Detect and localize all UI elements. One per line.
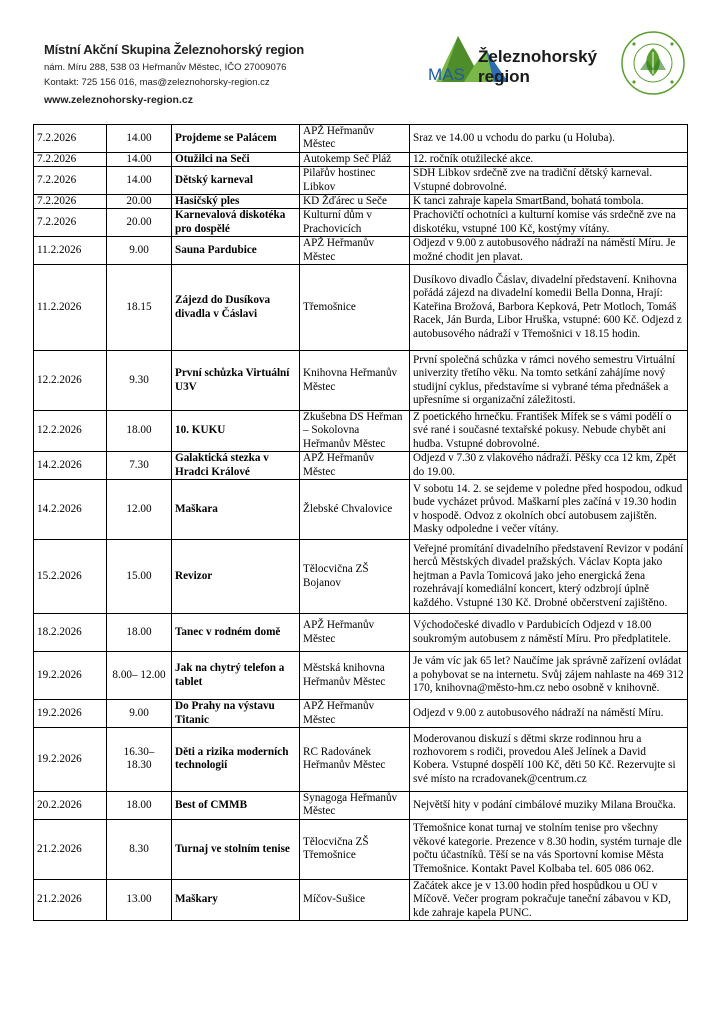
table-row [34, 125, 688, 153]
event-description: Veřejné promítání divadelního představení Revizor v podání herců Městských divadel pražských. Václav Kopta jako hejtman a Pavla Tomicová jako jeho energická žena rozehrávají komediální koncert, který odzbrojí úplně každého. Vstupné 130 Kč. Drobné občerstvení zajištěno. [410, 540, 688, 614]
event-date: 14.2.2026 [34, 452, 107, 480]
event-place: Tělocvična ZŠ Třemošnice [300, 819, 410, 879]
event-description: Sraz ve 14.00 u vchodu do parku (u Holuba). [410, 125, 688, 153]
event-description: Odjezd v 9.00 z autobusového nádraží na náměstí Míru. [410, 700, 688, 728]
letterhead [0, 0, 725, 118]
event-title: Zájezd do Dusíkova divadla v Čáslavi [172, 265, 300, 351]
table-row [34, 209, 688, 237]
event-date: 21.2.2026 [34, 879, 107, 920]
event-place: APŽ Heřmanův Městec [300, 700, 410, 728]
event-description: Začátek akce je v 13.00 hodin před hospůdkou u OÚ v Míčově. Večer program pokračuje taneční zábavou v KD, kde zahraje kapela PUNC. [410, 879, 688, 920]
event-place: Třemošnice [300, 265, 410, 351]
event-time: 18.00 [107, 614, 172, 652]
event-description: Odjezd v 9.00 z autobusového nádraží na náměstí Míru. Je možné chodit jen plavat. [410, 237, 688, 265]
event-title: Projdeme se Palácem [172, 125, 300, 153]
table-row [34, 540, 688, 614]
table-row [34, 152, 688, 166]
event-date: 7.2.2026 [34, 125, 107, 153]
event-date: 15.2.2026 [34, 540, 107, 614]
event-time: 9.30 [107, 351, 172, 411]
event-title: První schůzka Virtuální U3V [172, 351, 300, 411]
table-row [34, 167, 688, 195]
event-time: 14.00 [107, 125, 172, 153]
event-date: 7.2.2026 [34, 195, 107, 209]
event-date: 12.2.2026 [34, 351, 107, 411]
organization-website[interactable]: www.zeleznohorsky-region.cz [44, 94, 193, 106]
event-title: Galaktická stezka v Hradci Králové [172, 452, 300, 480]
event-title: Tanec v rodném domě [172, 614, 300, 652]
event-description: Prachovičtí ochotníci a kulturní komise vás srdečně zve na diskotéku, vstupné 100 Kč, kostýmy vítány. [410, 209, 688, 237]
event-date: 19.2.2026 [34, 652, 107, 700]
regional-product-seal [620, 30, 686, 96]
event-place: APŽ Heřmanův Městec [300, 125, 410, 153]
organization-name: Místní Akční Skupina Železnohorský region [44, 42, 305, 57]
event-description: Východočeské divadlo v Pardubicích Odjezd v 18.00 soukromým autobusem z náměstí Míru. Pro předplatitele. [410, 614, 688, 652]
event-title: Do Prahy na výstavu Titanic [172, 700, 300, 728]
event-place: KD Žďárec u Seče [300, 195, 410, 209]
event-title: Děti a rizika moderních technologií [172, 727, 300, 791]
event-description: Třemošnice konat turnaj ve stolním tenise pro všechny věkové kategorie. Prezence v 8.30 hodin, systém turnaje dle počtu účastníků. Těší se na vás Sportovní komise Města Třemošnice. Kontakt Pavel Kolbaba tel. 605 086 062. [410, 819, 688, 879]
event-time: 20.00 [107, 209, 172, 237]
logo-region-line2: region [478, 67, 530, 86]
event-date: 7.2.2026 [34, 209, 107, 237]
table-row [34, 351, 688, 411]
event-time: 15.00 [107, 540, 172, 614]
event-place: Míčov-Sušice [300, 879, 410, 920]
event-title: 10. KUKU [172, 411, 300, 452]
event-description: 12. ročník otužilecké akce. [410, 152, 688, 166]
event-time: 18.00 [107, 411, 172, 452]
event-date: 12.2.2026 [34, 411, 107, 452]
event-place: Knihovna Heřmanův Městec [300, 351, 410, 411]
event-description: Největší hity v podání cimbálové muziky Milana Broučka. [410, 791, 688, 819]
event-time: 14.00 [107, 152, 172, 166]
table-row [34, 819, 688, 879]
table-row [34, 727, 688, 791]
event-date: 11.2.2026 [34, 265, 107, 351]
table-row [34, 195, 688, 209]
event-time: 16.30– 18.30 [107, 727, 172, 791]
event-place: Městská knihovna Heřmanův Městec [300, 652, 410, 700]
event-title: Jak na chytrý telefon a tablet [172, 652, 300, 700]
event-time: 7.30 [107, 452, 172, 480]
event-title: Best of CMMB [172, 791, 300, 819]
event-time: 9.00 [107, 700, 172, 728]
event-description: Z poetického hrnečku. František Mífek se s vámi podělí o své rané i současné textařské pokusy. Nebude chybět ani hudba. Vstupné dobrovolné. [410, 411, 688, 452]
event-description: SDH Libkov srdečně zve na tradiční dětský karneval. Vstupné dobrovolné. [410, 167, 688, 195]
event-place: Kulturní dům v Prachovicích [300, 209, 410, 237]
events-table [33, 124, 688, 921]
event-time: 18.15 [107, 265, 172, 351]
event-time: 8.30 [107, 819, 172, 879]
event-date: 19.2.2026 [34, 727, 107, 791]
event-description: První společná schůzka v rámci nového semestru Virtuální univerzity třetího věku. Na tomto setkání zahájíme nový studijní cyklus, představíme si vybrané téma přednášek a upřesníme si organizační záležitosti. [410, 351, 688, 411]
organization-contact: Kontakt: 725 156 016, mas@zeleznohorsky-region.cz [44, 77, 270, 88]
event-time: 8.00– 12.00 [107, 652, 172, 700]
event-description: Je vám víc jak 65 let? Naučíme jak správně zařízení ovládat a pohybovat se na internetu. Svůj zájem nahlaste na 469 312 170, knihovna@město-hm.cz nebo osobně v knihovně. [410, 652, 688, 700]
event-date: 19.2.2026 [34, 700, 107, 728]
event-time: 20.00 [107, 195, 172, 209]
event-place: Žlebské Chvalovice [300, 480, 410, 540]
event-description: Dusíkovo divadlo Čáslav, divadelní představení. Knihovna pořádá zájezd na divadelní komedii Bella Donna, Hrají: Kateřina Brožová, Barbora Kepková, Petr Motloch, Tomáš Racek, Ján Burda, Libor Hruška, vstupné: 600 Kč. Odjezd z autobusového nádraží v Třemošnici v 18.15 hodin. [410, 265, 688, 351]
logo-mas-text: MAS [428, 65, 465, 84]
event-place: Synagoga Heřmanův Městec [300, 791, 410, 819]
event-time: 14.00 [107, 167, 172, 195]
table-row [34, 652, 688, 700]
mas-logo [428, 30, 598, 92]
event-place: Tělocvična ZŠ Bojanov [300, 540, 410, 614]
event-title: Dětský karneval [172, 167, 300, 195]
event-date: 7.2.2026 [34, 152, 107, 166]
event-title: Turnaj ve stolním tenise [172, 819, 300, 879]
table-row [34, 791, 688, 819]
event-description: V sobotu 14. 2. se sejdeme v poledne před hospodou, odkud bude vycházet průvod. Maškarní ples začíná v 19.30 hodin v hospodě. Odvoz z okolních obcí autobusem zajištěn. Masky odpoledne i večer vítány. [410, 480, 688, 540]
event-title: Karnevalová diskotéka pro dospělé [172, 209, 300, 237]
event-place: APŽ Heřmanův Městec [300, 237, 410, 265]
event-date: 18.2.2026 [34, 614, 107, 652]
event-description: Odjezd v 7.30 z vlakového nádraží. Pěšky cca 12 km, Zpět do 19.00. [410, 452, 688, 480]
logo-region-line1: Železnohorský [478, 47, 598, 66]
event-title: Maškary [172, 879, 300, 920]
table-row [34, 879, 688, 920]
event-title: Hasičský ples [172, 195, 300, 209]
event-description: Moderovanou diskuzí s dětmi skrze rodinnou hru a rozhovorem s rodiči, provedou Aleš Jelínek a David Kobera. Vstupné dospělí 100 Kč, děti 50 Kč. Rezervujte si své místo na rcradovanek@centrum.cz [410, 727, 688, 791]
event-date: 14.2.2026 [34, 480, 107, 540]
event-time: 12.00 [107, 480, 172, 540]
table-row [34, 700, 688, 728]
event-place: RC Radovánek Heřmanův Městec [300, 727, 410, 791]
event-title: Otužilci na Seči [172, 152, 300, 166]
event-place: APŽ Heřmanův Městec [300, 614, 410, 652]
event-title: Revizor [172, 540, 300, 614]
event-place: Autokemp Seč Pláž [300, 152, 410, 166]
event-place: APŽ Heřmanův Městec [300, 452, 410, 480]
event-date: 7.2.2026 [34, 167, 107, 195]
event-date: 11.2.2026 [34, 237, 107, 265]
event-time: 9.00 [107, 237, 172, 265]
event-date: 20.2.2026 [34, 791, 107, 819]
organization-address: nám. Míru 288, 538 03 Heřmanův Městec, IČO 27009076 [44, 62, 287, 73]
table-row [34, 237, 688, 265]
event-place: Pilařův hostinec Libkov [300, 167, 410, 195]
event-time: 13.00 [107, 879, 172, 920]
table-row [34, 411, 688, 452]
event-time: 18.00 [107, 791, 172, 819]
table-row [34, 480, 688, 540]
event-title: Sauna Pardubice [172, 237, 300, 265]
event-description: K tanci zahraje kapela SmartBand, bohatá tombola. [410, 195, 688, 209]
table-row [34, 265, 688, 351]
table-row [34, 614, 688, 652]
event-title: Maškara [172, 480, 300, 540]
table-row [34, 452, 688, 480]
event-place: Zkušebna DS Heřman – Sokolovna Heřmanův Městec [300, 411, 410, 452]
event-date: 21.2.2026 [34, 819, 107, 879]
